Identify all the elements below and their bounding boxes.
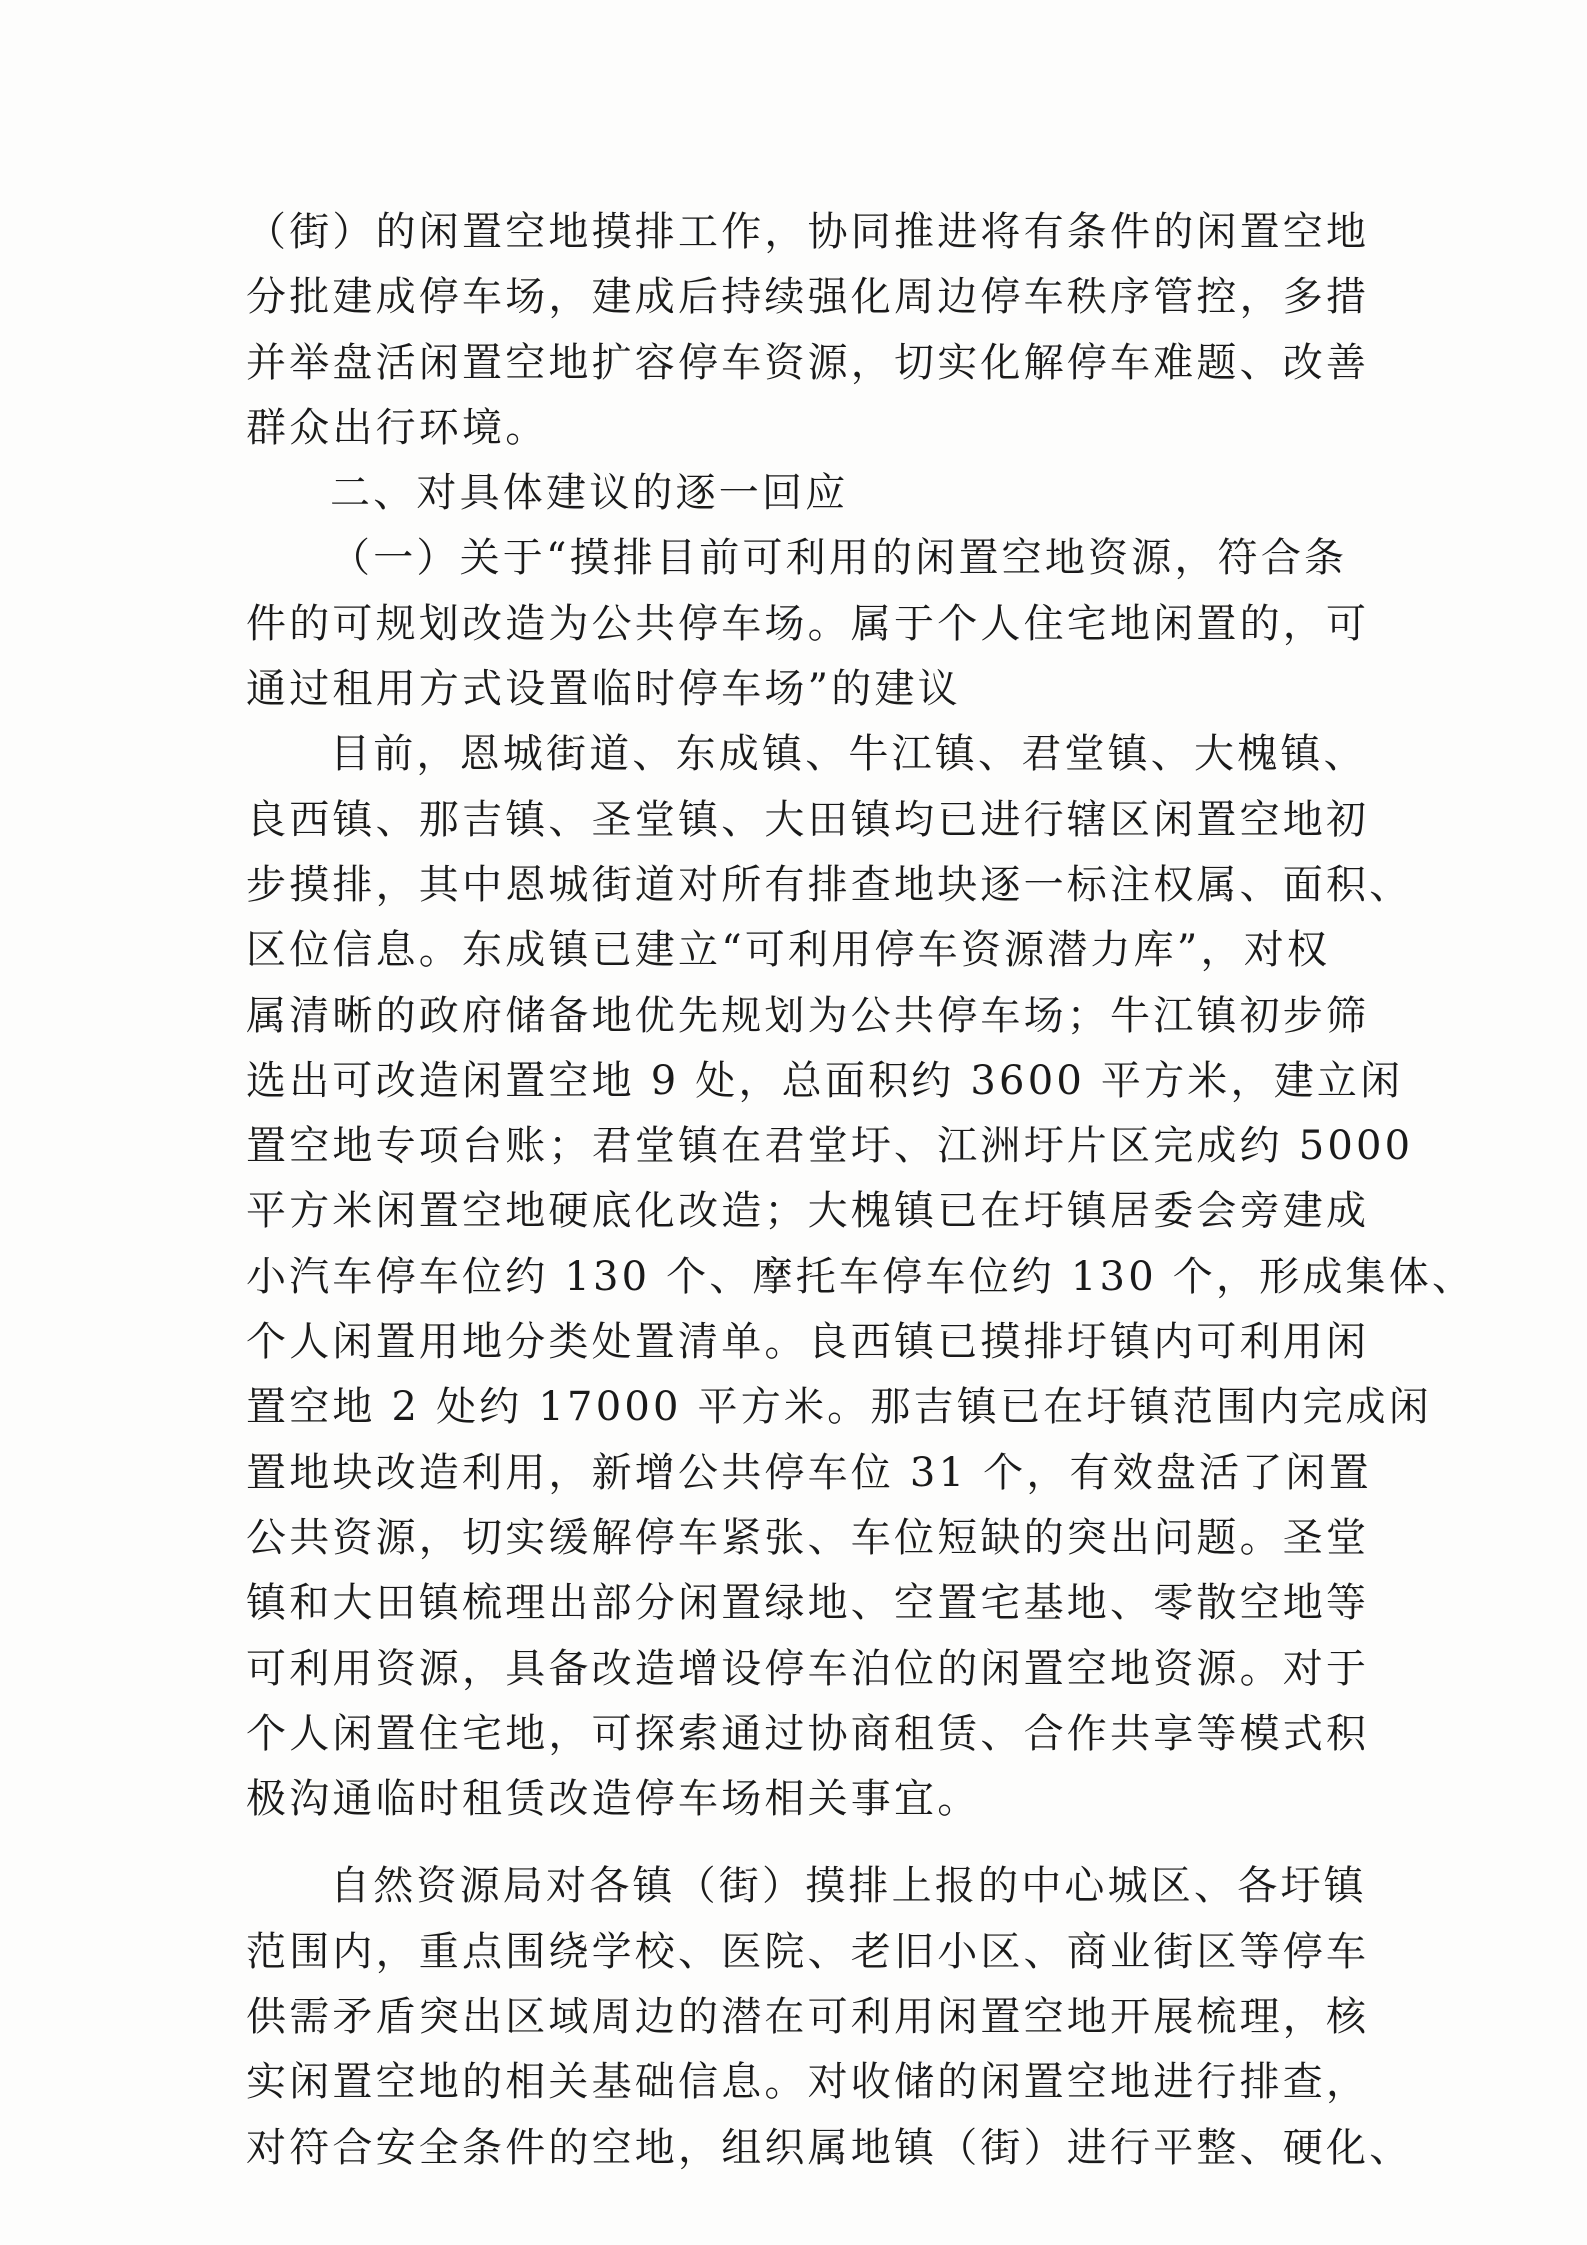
text-line: 分批建成停车场，建成后持续强化周边停车秩序管控，多措 <box>246 274 1370 321</box>
text-line: 极沟通临时租赁改造停车场相关事宜。 <box>246 1776 981 1823</box>
text-line: 属清晰的政府储备地优先规划为公共停车场；牛江镇初步筛 <box>246 992 1370 1039</box>
text-line: 置空地专项台账；君堂镇在君堂圩、江洲圩片区完成约 5000 <box>246 1123 1414 1170</box>
text-line: 范围内，重点围绕学校、医院、老旧小区、商业街区等停车 <box>246 1928 1370 1975</box>
text-line: （街）的闲置空地摸排工作，协同推进将有条件的闲置空地 <box>246 209 1370 255</box>
paragraph-start: 目前，恩城街道、东成镇、牛江镇、君堂镇、大槐镇、 <box>330 731 1367 778</box>
text-line: 个人闲置住宅地，可探索通过协商租赁、合作共享等模式积 <box>246 1710 1370 1757</box>
text-line: 步摸排，其中恩城街道对所有排查地块逐一标注权属、面积、 <box>246 861 1413 908</box>
text-line: 小汽车停车位约 130 个、摩托车停车位约 130 个，形成集体、 <box>246 1253 1476 1300</box>
text-line: 件的可规划改造为公共停车场。属于个人住宅地闲置的，可 <box>246 600 1370 647</box>
text-line: 通过租用方式设置临时停车场”的建议 <box>246 666 961 713</box>
text-line: 个人闲置用地分类处置清单。良西镇已摸排圩镇内可利用闲 <box>246 1319 1370 1366</box>
text-line: 可利用资源，具备改造增设停车泊位的闲置空地资源。对于 <box>246 1645 1370 1692</box>
section-heading: 二、对具体建议的逐一回应 <box>330 470 849 517</box>
text-line: 平方米闲置空地硬底化改造；大槐镇已在圩镇居委会旁建成 <box>246 1188 1370 1235</box>
text-line: 实闲置空地的相关基础信息。对收储的闲置空地进行排查， <box>246 2059 1370 2106</box>
text-line: 置空地 2 处约 17000 平方米。那吉镇已在圩镇范围内完成闲 <box>246 1384 1432 1431</box>
paragraph-start: 自然资源局对各镇（街）摸排上报的中心城区、各圩镇 <box>330 1863 1367 1910</box>
text-line: 公共资源，切实缓解停车紧张、车位短缺的突出问题。圣堂 <box>246 1514 1370 1561</box>
text-line: 并举盘活闲置空地扩容停车资源，切实化解停车难题、改善 <box>246 339 1370 386</box>
text-line: 置地块改造利用，新增公共停车位 31 个，有效盘活了闲置 <box>246 1449 1372 1496</box>
text-line: 镇和大田镇梳理出部分闲置绿地、空置宅基地、零散空地等 <box>246 1580 1370 1627</box>
document-body <box>246 200 1476 2181</box>
text-line: 良西镇、那吉镇、圣堂镇、大田镇均已进行辖区闲置空地初 <box>246 796 1370 843</box>
paragraph-gap <box>246 1832 1321 1854</box>
subsection-heading: （一）关于“摸排目前可利用的闲置空地资源，符合条 <box>330 535 1348 582</box>
text-line: 区位信息。东成镇已建立“可利用停车资源潜力库”，对权 <box>246 927 1331 974</box>
text-line: 选出可改造闲置空地 9 处，总面积约 3600 平方米，建立闲 <box>246 1057 1404 1104</box>
text-line: 群众出行环境。 <box>246 404 549 451</box>
text-line: 供需矛盾突出区域周边的潜在可利用闲置空地开展梳理，核 <box>246 1994 1370 2041</box>
text-line: 对符合安全条件的空地，组织属地镇（街）进行平整、硬化、 <box>246 2124 1413 2171</box>
